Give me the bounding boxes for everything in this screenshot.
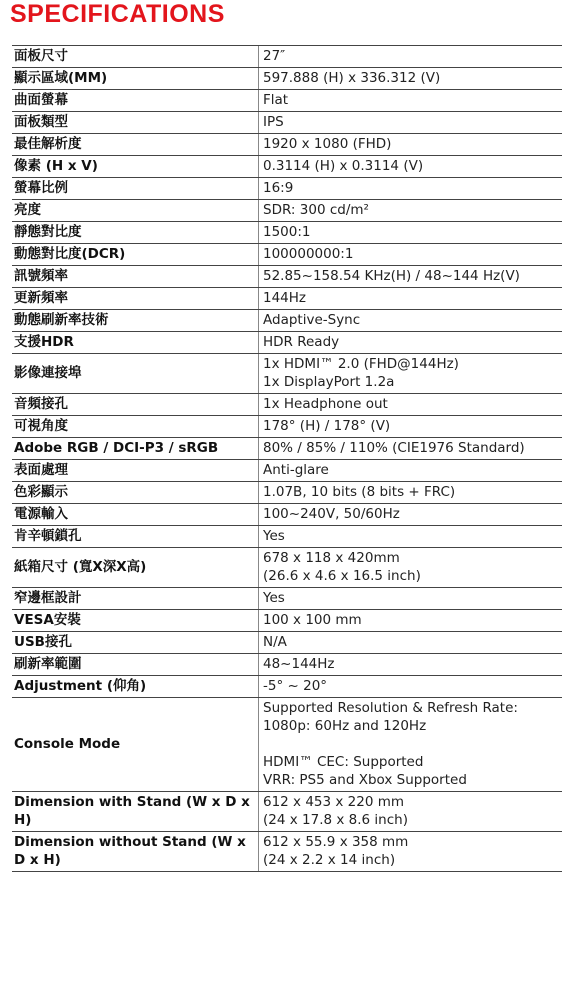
spec-value-line: -5° ~ 20°: [263, 678, 328, 694]
spec-value-line: HDR Ready: [263, 334, 340, 350]
spec-row: [12, 46, 562, 68]
spec-value: [259, 310, 563, 332]
spec-value-line: HDMI™ CEC: Supported: [263, 754, 424, 770]
spec-value-line: Yes: [263, 590, 285, 606]
spec-value-line: 1x Headphone out: [263, 396, 388, 412]
spec-value-line: (24 x 2.2 x 14 inch): [263, 852, 396, 868]
spec-value: [259, 244, 563, 266]
spec-value: [259, 588, 563, 610]
spec-label: VESA安裝: [12, 610, 259, 632]
spec-value-line: 1500:1: [263, 224, 311, 240]
specifications-body: [12, 46, 562, 872]
spec-value: [259, 90, 563, 112]
spec-value-line: 1x HDMI™ 2.0 (FHD@144Hz): [263, 356, 459, 372]
spec-row: [12, 416, 562, 438]
spec-value: [259, 222, 563, 244]
spec-row: [12, 332, 562, 354]
spec-value: [259, 504, 563, 526]
spec-value-line: Anti-glare: [263, 462, 329, 478]
spec-label: 訊號頻率: [12, 266, 259, 288]
spec-row: [12, 698, 562, 792]
spec-label: 窄邊框設計: [12, 588, 259, 610]
spec-label: 支援HDR: [12, 332, 259, 354]
spec-value-line: Flat: [263, 92, 289, 108]
spec-label: Dimension with Stand (W x D x H): [12, 792, 259, 832]
spec-value: [259, 46, 563, 68]
spec-row: [12, 460, 562, 482]
spec-label: 動態對比度(DCR): [12, 244, 259, 266]
spec-value: [259, 288, 563, 310]
spec-value-line: 1.07B, 10 bits (8 bits + FRC): [263, 484, 456, 500]
spec-row: [12, 676, 562, 698]
spec-label: 肯辛頓鎖孔: [12, 526, 259, 548]
spec-label: 面板尺寸: [12, 46, 259, 68]
spec-row: [12, 654, 562, 676]
spec-value-line: 144Hz: [263, 290, 307, 306]
spec-value-line: Adaptive-Sync: [263, 312, 361, 328]
spec-value-line: IPS: [263, 114, 284, 130]
spec-value: [259, 178, 563, 200]
spec-value-line: 678 x 118 x 420mm: [263, 550, 400, 566]
spec-value-line: 1080p: 60Hz and 120Hz: [263, 718, 427, 734]
spec-value-line: 52.85~158.54 KHz(H) / 48~144 Hz(V): [263, 268, 520, 284]
spec-row: [12, 482, 562, 504]
spec-row: [12, 178, 562, 200]
spec-row: [12, 394, 562, 416]
spec-row: [12, 266, 562, 288]
spec-label: 色彩顯示: [12, 482, 259, 504]
spec-value: [259, 654, 563, 676]
spec-label: 刷新率範圍: [12, 654, 259, 676]
spec-row: [12, 112, 562, 134]
spec-row: [12, 832, 562, 872]
spec-value-line: 597.888 (H) x 336.312 (V): [263, 70, 441, 86]
spec-value: [259, 266, 563, 288]
spec-value-line: 16:9: [263, 180, 294, 196]
spec-label: 紙箱尺寸 (寬X深X高): [12, 548, 259, 588]
spec-value-line: 612 x 55.9 x 358 mm: [263, 834, 409, 850]
spec-value-line: 100 x 100 mm: [263, 612, 362, 628]
spec-value-line: 100~240V, 50/60Hz: [263, 506, 400, 522]
spec-value-line: 48~144Hz: [263, 656, 335, 672]
spec-value: [259, 134, 563, 156]
spec-label: 電源輸入: [12, 504, 259, 526]
spec-label: 可視角度: [12, 416, 259, 438]
spec-value-line: 27″: [263, 48, 286, 64]
spec-row: [12, 354, 562, 394]
spec-row: [12, 68, 562, 90]
spec-label: 螢幕比例: [12, 178, 259, 200]
spec-label: 最佳解析度: [12, 134, 259, 156]
spec-row: [12, 200, 562, 222]
spec-value-line: 178° (H) / 178° (V): [263, 418, 391, 434]
spec-value: [259, 460, 563, 482]
spec-value: [259, 632, 563, 654]
spec-value: [259, 332, 563, 354]
spec-row: [12, 588, 562, 610]
spec-label: Dimension without Stand (W x D x H): [12, 832, 259, 872]
spec-value: [259, 68, 563, 90]
spec-value-line: VRR: PS5 and Xbox Supported: [263, 772, 467, 788]
spec-label: 顯示區域(MM): [12, 68, 259, 90]
spec-row: [12, 90, 562, 112]
spec-row: [12, 310, 562, 332]
spec-value: [259, 676, 563, 698]
spec-value-line: (26.6 x 4.6 x 16.5 inch): [263, 568, 421, 584]
spec-value: [259, 354, 563, 394]
spec-label: USB接孔: [12, 632, 259, 654]
spec-value-line: 612 x 453 x 220 mm: [263, 794, 405, 810]
spec-label: Console Mode: [12, 698, 259, 792]
spec-value-line: Yes: [263, 528, 285, 544]
spec-value-line: (24 x 17.8 x 8.6 inch): [263, 812, 408, 828]
spec-label: Adjustment (仰角): [12, 676, 259, 698]
spec-label: 亮度: [12, 200, 259, 222]
spec-row: [12, 134, 562, 156]
spec-label: 音頻接孔: [12, 394, 259, 416]
spec-row: [12, 222, 562, 244]
page-title: SPECIFICATIONS: [10, 0, 225, 28]
spec-row: [12, 526, 562, 548]
specifications-table: [12, 45, 562, 872]
spec-value: [259, 438, 563, 460]
spec-value-line: N/A: [263, 634, 287, 650]
spec-row: [12, 610, 562, 632]
spec-value-line: 1x DisplayPort 1.2a: [263, 374, 395, 390]
spec-value: [259, 610, 563, 632]
spec-value: [259, 832, 563, 872]
spec-row: [12, 438, 562, 460]
spec-value-line: 0.3114 (H) x 0.3114 (V): [263, 158, 424, 174]
spec-row: [12, 244, 562, 266]
spec-value-line: 80% / 85% / 110% (CIE1976 Standard): [263, 440, 525, 456]
spec-row: [12, 792, 562, 832]
spec-value: [259, 792, 563, 832]
spec-value: [259, 200, 563, 222]
spec-value: [259, 156, 563, 178]
spec-row: [12, 504, 562, 526]
spec-row: [12, 156, 562, 178]
spec-value-line: Supported Resolution & Refresh Rate:: [263, 700, 518, 716]
spec-value: [259, 482, 563, 504]
spec-label: 更新頻率: [12, 288, 259, 310]
spec-value: [259, 548, 563, 588]
spec-label: 像素 (H x V): [12, 156, 259, 178]
spec-value: [259, 112, 563, 134]
spec-label: Adobe RGB / DCI-P3 / sRGB: [12, 438, 259, 460]
spec-row: [12, 632, 562, 654]
spec-label: 影像連接埠: [12, 354, 259, 394]
spec-value: [259, 698, 563, 792]
spec-value: [259, 394, 563, 416]
spec-label: 靜態對比度: [12, 222, 259, 244]
spec-value: [259, 416, 563, 438]
spec-value-line: [263, 735, 562, 753]
spec-value-line: 100000000:1: [263, 246, 354, 262]
spec-value-line: SDR: 300 cd/m²: [263, 202, 369, 218]
spec-value-line: 1920 x 1080 (FHD): [263, 136, 392, 152]
spec-row: [12, 548, 562, 588]
spec-label: 動態刷新率技術: [12, 310, 259, 332]
spec-label: 面板類型: [12, 112, 259, 134]
spec-row: [12, 288, 562, 310]
spec-label: 表面處理: [12, 460, 259, 482]
spec-label: 曲面螢幕: [12, 90, 259, 112]
spec-value: [259, 526, 563, 548]
